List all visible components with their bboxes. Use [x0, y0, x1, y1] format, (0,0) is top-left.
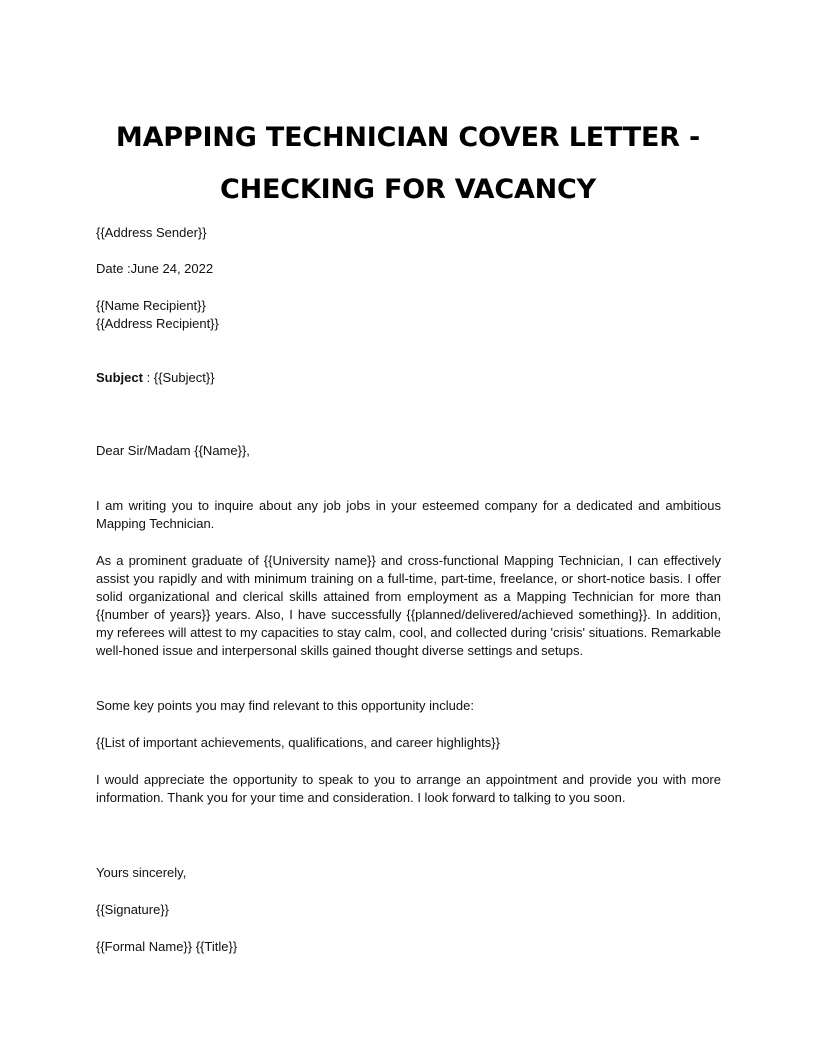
paragraph-key-points-intro: Some key points you may find relevant to this opportunity include: [96, 698, 474, 713]
document-title: MAPPING TECHNICIAN COVER LETTER - CHECKING FOR VACANCY [115, 122, 701, 205]
subject-value: : {{Subject}} [142, 370, 215, 385]
name-recipient: {{Name Recipient}} [96, 298, 206, 313]
signature-placeholder: {{Signature}} [96, 902, 170, 917]
paragraph-achievements-list: {{List of important achievements, qualifications, and career highlights}} [96, 735, 500, 750]
subject-label: Subject [96, 370, 143, 385]
paragraph-inquiry: I am writing you to inquire about any job jobs in your esteemed company for a dedicated and ambitious Mapping Technician. [96, 498, 721, 531]
letter-date: Date :June 24, 2022 [96, 261, 214, 276]
address-recipient: {{Address Recipient}} [96, 316, 219, 331]
address-sender: {{Address Sender}} [96, 225, 207, 240]
salutation: Dear Sir/Madam {{Name}}, [96, 443, 250, 458]
subject-line [96, 369, 721, 387]
formal-name-title: {{Formal Name}} {{Title}} [96, 939, 238, 954]
paragraph-qualifications: As a prominent graduate of {{University name}} and cross-functional Mapping Technician, I can effectively assist you rapidly and with minimum training on a full-time, part-time, freelance, or short-notice basis. I offer solid organizational and clerical skills attained from employment as a Mapping Technician for more than {{number of years}} years. Also, I have successfully {{planned/delivered/achieved something}}. In addition, my referees will attest to my capacities to stay calm, cool, and collected during 'crisis' situations. Remarkable well-honed issue and interpersonal skills gained thought diverse settings and setups. [96, 553, 721, 658]
closing-phrase: Yours sincerely, [96, 865, 187, 880]
paragraph-closing-request: I would appreciate the opportunity to speak to you to arrange an appointment and provide you with more information. Thank you for your time and consideration. I look forward to talking to you soon. [96, 772, 721, 805]
